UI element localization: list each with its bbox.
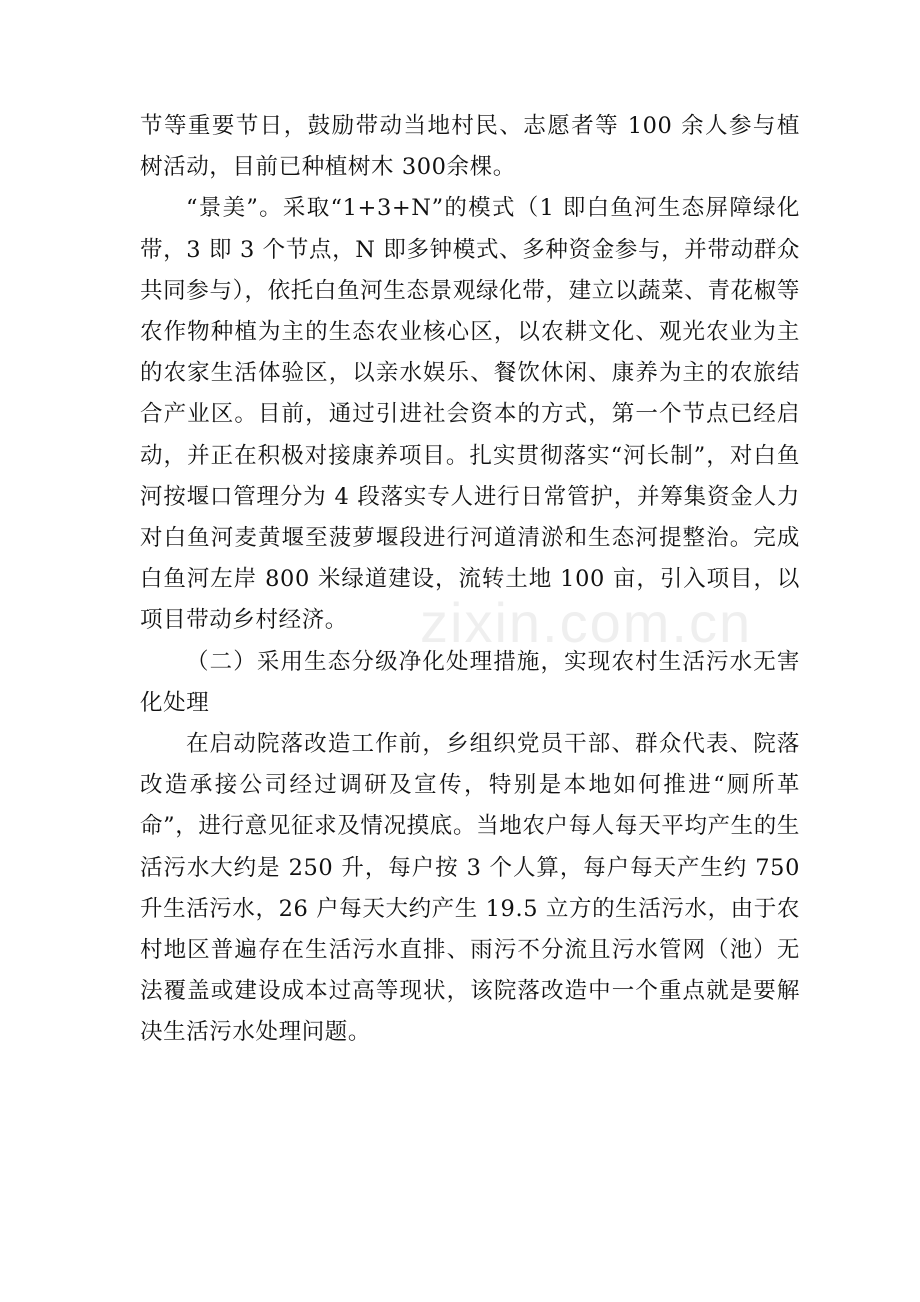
watermark-text: zixin.com.cn bbox=[420, 591, 753, 654]
paragraph-scenic-beauty: “景美”。采取“1+3+N”的模式（1 即白鱼河生态屏障绿化带，3 即 3 个节点，N 即多钟模式、多种资金参与，并带动群众共同参与），依托白鱼河生态景观绿化带，建立以蔬菜、青花椒等农作物种植为主的生态农业核心区，以农耕文化、观光农业为主的农家生活体验区，以亲水娱乐、餐饮休闲、康养为主的农旅结合产业区。目前，通过引进社会资本的方式，第一个节点已经启动，并正在积极对接康养项目。扎实贯彻落实“河长制”，对白鱼河按堰口管理分为 4 段落实专人进行日常管护，并筹集资金人力对白鱼河麦黄堰至菠萝堰段进行河道清淤和生态河提整治。完成白鱼河左岸 800 米绿道建设，流转土地 100 亩，引入项目，以项目带动乡村经济。 bbox=[140, 195, 800, 634]
document-body bbox=[140, 106, 800, 1054]
section-heading-sewage-treatment: （二）采用生态分级净化处理措施，实现农村生活污水无害化处理 bbox=[140, 648, 800, 716]
paragraph-tree-planting-continuation: 节等重要节日，鼓励带动当地村民、志愿者等 100 余人参与植树活动，目前已种植树木 300余棵。 bbox=[140, 113, 800, 181]
paragraph-courtyard-renovation: 在启动院落改造工作前，乡组织党员干部、群众代表、院落改造承接公司经过调研及宣传，特别是本地如何推进“厕所革命”，进行意见征求及情况摸底。当地农户每人每天平均产生的生活污水大约是 250 升，每户按 3 个人算，每户每天产生约 750 升生活污水，26 户每天大约产生 19.5 立方的生活污水，由于农村地区普遍存在生活污水直排、雨污不分流且污水管网（池）无法覆盖或建设成本过高等现状，该院落改造中一个重点就是要解决生活污水处理问题。 bbox=[140, 731, 800, 1046]
